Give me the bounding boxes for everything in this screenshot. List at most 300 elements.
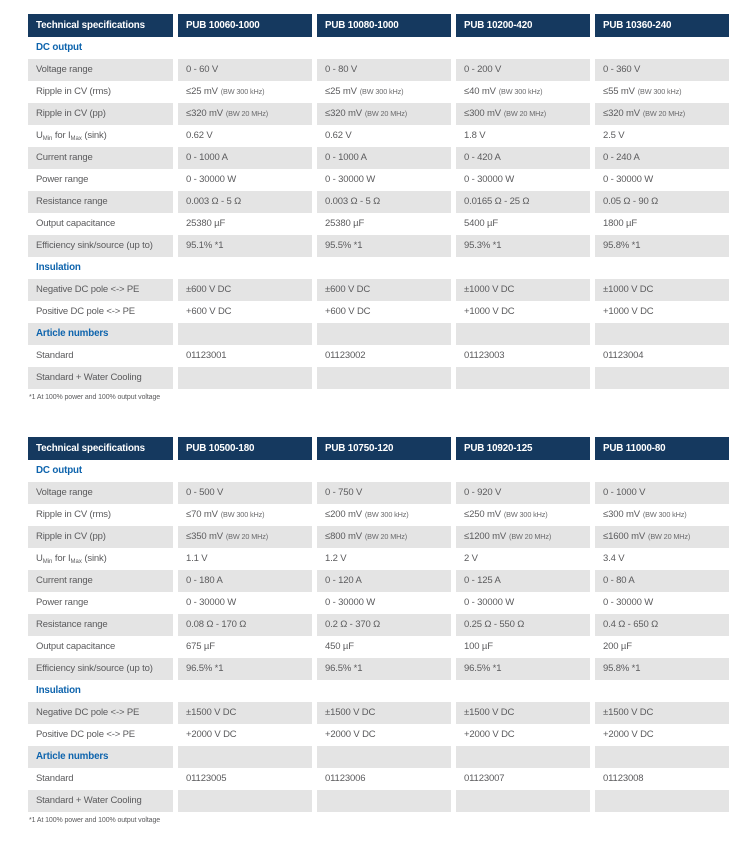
spec-value-cell [595, 103, 729, 125]
spec-value: 95.3% *1 [464, 240, 502, 251]
spec-value-cell [456, 768, 590, 790]
spec-row [28, 658, 729, 680]
row-label: Efficiency sink/source (up to) [28, 235, 173, 257]
spec-value-cell [595, 345, 729, 367]
spec-value: 0 - 30000 W [325, 174, 376, 185]
row-label: Resistance range [28, 191, 173, 213]
spec-row [28, 636, 729, 658]
spec-row [28, 592, 729, 614]
spec-value: 0 - 30000 W [464, 597, 515, 608]
row-label-part: U [36, 130, 43, 141]
spec-value-cell [456, 680, 590, 702]
spec-value-cell [317, 702, 451, 724]
section-row [28, 37, 729, 59]
spec-value-cell [456, 59, 590, 81]
spec-value: ±1500 V DC [464, 707, 515, 718]
spec-value-cell [595, 279, 729, 301]
spec-value: 95.5% *1 [325, 240, 363, 251]
spec-value-cell [595, 460, 729, 482]
row-label: Voltage range [28, 482, 173, 504]
spec-value-cell [317, 59, 451, 81]
spec-value-cell [595, 768, 729, 790]
spec-value-cell [456, 570, 590, 592]
spec-value: 0.4 Ω - 650 Ω [603, 619, 659, 630]
row-label: Standard [28, 345, 173, 367]
row-label-part: (sink) [81, 130, 107, 141]
spec-value: ≤250 mV [464, 509, 501, 520]
table-header-model: PUB 10200-420 [456, 14, 590, 37]
spec-value: ≤1200 mV [464, 531, 507, 542]
spec-row [28, 235, 729, 257]
spec-value: 0 - 920 V [464, 487, 502, 498]
bandwidth-note: (BW 300 kHz) [498, 87, 543, 96]
section-row [28, 323, 729, 345]
row-label: Negative DC pole <-> PE [28, 702, 173, 724]
spec-value: 0 - 360 V [603, 64, 641, 75]
spec-value-cell [317, 323, 451, 345]
spec-value-cell [595, 724, 729, 746]
spec-value-cell [317, 636, 451, 658]
footnote-2: *1 At 100% power and 100% output voltage [29, 817, 161, 824]
row-label: Insulation [28, 257, 173, 279]
spec-row [28, 504, 729, 526]
spec-value: ≤800 mV [325, 531, 362, 542]
spec-value-cell [456, 614, 590, 636]
section-row [28, 257, 729, 279]
spec-value-cell [595, 548, 729, 570]
spec-value: 0 - 1000 A [186, 152, 228, 163]
table-header-model: PUB 10060-1000 [178, 14, 312, 37]
bandwidth-note: (BW 300 kHz) [359, 87, 404, 96]
spec-row [28, 724, 729, 746]
spec-value-cell [317, 768, 451, 790]
spec-value: 3.4 V [603, 553, 625, 564]
spec-value-cell [178, 81, 312, 103]
table-header-row [28, 14, 729, 37]
row-label: Standard + Water Cooling [28, 367, 173, 389]
spec-value: +1000 V DC [603, 306, 654, 317]
table-header-model: PUB 10360-240 [595, 14, 729, 37]
spec-value: ≤25 mV [325, 86, 357, 97]
bandwidth-note: (BW 20 MHz) [364, 109, 408, 118]
section-row [28, 460, 729, 482]
spec-value: 95.8% *1 [603, 240, 641, 251]
row-label: Positive DC pole <-> PE [28, 301, 173, 323]
spec-value: 0 - 30000 W [464, 174, 515, 185]
row-label [28, 125, 173, 147]
spec-value-cell [178, 768, 312, 790]
spec-value: 2 V [464, 553, 478, 564]
spec-value-cell [317, 191, 451, 213]
spec-value-cell [595, 213, 729, 235]
spec-value: 200 µF [603, 641, 632, 652]
row-label: Efficiency sink/source (up to) [28, 658, 173, 680]
spec-value: ±1000 V DC [603, 284, 654, 295]
row-label-part: U [36, 553, 43, 564]
spec-value-cell [456, 790, 590, 812]
spec-value: 0 - 180 A [186, 575, 223, 586]
spec-value-cell [456, 460, 590, 482]
spec-value: 0 - 30000 W [325, 597, 376, 608]
spec-value-cell [456, 147, 590, 169]
bandwidth-note: (BW 300 kHz) [637, 87, 682, 96]
spec-value-cell [178, 746, 312, 768]
row-label: Standard [28, 768, 173, 790]
table-header-title: Technical specifications [28, 437, 173, 460]
bandwidth-note: (BW 20 MHz) [225, 109, 269, 118]
spec-row [28, 125, 729, 147]
spec-value: 0.08 Ω - 170 Ω [186, 619, 247, 630]
spec-value-cell [456, 746, 590, 768]
spec-value: 25380 µF [186, 218, 226, 229]
spec-value-cell [178, 526, 312, 548]
spec-value-cell [178, 724, 312, 746]
row-label: Current range [28, 570, 173, 592]
spec-value-cell [595, 367, 729, 389]
bandwidth-note: (BW 300 kHz) [220, 87, 265, 96]
bandwidth-note: (BW 300 kHz) [503, 510, 548, 519]
row-label: Output capacitance [28, 636, 173, 658]
spec-value-cell [178, 367, 312, 389]
spec-value-cell [595, 570, 729, 592]
spec-value-cell [595, 235, 729, 257]
spec-value: 0 - 420 A [464, 152, 501, 163]
spec-row [28, 768, 729, 790]
spec-value: 96.5% *1 [325, 663, 363, 674]
spec-value-cell [456, 592, 590, 614]
spec-value: +1000 V DC [464, 306, 515, 317]
spec-row [28, 367, 729, 389]
row-label-part: Max [70, 136, 82, 142]
spec-value-cell [456, 526, 590, 548]
spec-value-cell [317, 301, 451, 323]
spec-value-cell [595, 702, 729, 724]
spec-value-cell [178, 614, 312, 636]
spec-value-cell [178, 125, 312, 147]
spec-value-cell [317, 504, 451, 526]
spec-value-cell [178, 103, 312, 125]
table-header-model: PUB 10920-125 [456, 437, 590, 460]
bandwidth-note: (BW 20 MHz) [642, 109, 686, 118]
spec-value: ≤320 mV [186, 108, 223, 119]
spec-value: 0.003 Ω - 5 Ω [186, 196, 242, 207]
spec-value-cell [317, 213, 451, 235]
spec-row [28, 191, 729, 213]
table-header-model: PUB 10500-180 [178, 437, 312, 460]
spec-value: 0.62 V [186, 130, 213, 141]
spec-value: 0 - 125 A [464, 575, 501, 586]
row-label: Insulation [28, 680, 173, 702]
spec-value: 0 - 1000 V [603, 487, 646, 498]
spec-value: 1.1 V [186, 553, 208, 564]
spec-value-cell [595, 658, 729, 680]
spec-value: 100 µF [464, 641, 493, 652]
spec-value-cell [178, 504, 312, 526]
spec-value: 0 - 80 V [325, 64, 358, 75]
row-label-part: for I [52, 553, 71, 564]
spec-row [28, 81, 729, 103]
bandwidth-note: (BW 20 MHz) [364, 532, 408, 541]
spec-value: 1800 µF [603, 218, 637, 229]
spec-value: ±600 V DC [186, 284, 232, 295]
table-header-model: PUB 10750-120 [317, 437, 451, 460]
spec-value-cell [317, 147, 451, 169]
spec-value-cell [178, 345, 312, 367]
table-header-title: Technical specifications [28, 14, 173, 37]
spec-value-cell [317, 125, 451, 147]
bandwidth-note: (BW 20 MHz) [225, 532, 269, 541]
spec-value-cell [456, 724, 590, 746]
spec-value: 0 - 120 A [325, 575, 362, 586]
spec-value-cell [317, 548, 451, 570]
spec-value-cell [178, 680, 312, 702]
spec-value: 0.0165 Ω - 25 Ω [464, 196, 530, 207]
bandwidth-note: (BW 20 MHz) [509, 532, 552, 541]
row-label: Ripple in CV (pp) [28, 526, 173, 548]
spec-value-cell [317, 526, 451, 548]
spec-value: ±1500 V DC [325, 707, 376, 718]
row-label: Power range [28, 592, 173, 614]
spec-value: ±600 V DC [325, 284, 371, 295]
spec-value-cell [456, 125, 590, 147]
row-label-part: (sink) [81, 553, 107, 564]
spec-value-cell [178, 658, 312, 680]
spec-value-cell [595, 614, 729, 636]
spec-value: 01123006 [325, 773, 366, 784]
row-label: Power range [28, 169, 173, 191]
spec-value-cell [456, 636, 590, 658]
spec-value: ≤40 mV [464, 86, 496, 97]
spec-value-cell [595, 636, 729, 658]
bandwidth-note: (BW 20 MHz) [648, 532, 691, 541]
spec-value-cell [317, 81, 451, 103]
table-header-row [28, 437, 729, 460]
spec-table-low-voltage [28, 14, 729, 389]
spec-value-cell [178, 702, 312, 724]
spec-value-cell [178, 235, 312, 257]
spec-value: +2000 V DC [325, 729, 376, 740]
row-label: DC output [28, 37, 173, 59]
spec-value-cell [595, 482, 729, 504]
spec-value: 1.2 V [325, 553, 347, 564]
spec-value-cell [595, 257, 729, 279]
row-label [28, 548, 173, 570]
spec-value-cell [178, 147, 312, 169]
spec-value: +2000 V DC [186, 729, 237, 740]
spec-value: 95.8% *1 [603, 663, 641, 674]
spec-value-cell [178, 257, 312, 279]
spec-value: ±1000 V DC [464, 284, 515, 295]
spec-value: 5400 µF [464, 218, 498, 229]
spec-value: 01123007 [464, 773, 505, 784]
spec-value: 0 - 30000 W [603, 597, 654, 608]
spec-table-block-2 [28, 437, 730, 824]
spec-value-cell [317, 680, 451, 702]
bandwidth-note: (BW 300 kHz) [642, 510, 687, 519]
spec-value: 01123008 [603, 773, 644, 784]
spec-value-cell [178, 37, 312, 59]
spec-row [28, 570, 729, 592]
table-header-model: PUB 10080-1000 [317, 14, 451, 37]
row-label: Voltage range [28, 59, 173, 81]
spec-value-cell [595, 37, 729, 59]
spec-value: ≤55 mV [603, 86, 635, 97]
spec-value: 2.5 V [603, 130, 625, 141]
spec-value-cell [178, 790, 312, 812]
spec-value-cell [595, 301, 729, 323]
spec-value-cell [178, 570, 312, 592]
spec-value-cell [456, 279, 590, 301]
row-label: Output capacitance [28, 213, 173, 235]
spec-value-cell [595, 125, 729, 147]
spec-value: 01123003 [464, 350, 505, 361]
footnote-1: *1 At 100% power and 100% output voltage [29, 394, 161, 401]
spec-row [28, 147, 729, 169]
spec-value: 96.5% *1 [186, 663, 224, 674]
spec-value: 01123002 [325, 350, 366, 361]
spec-value: 0.2 Ω - 370 Ω [325, 619, 381, 630]
spec-value: ±1500 V DC [186, 707, 237, 718]
spec-row [28, 702, 729, 724]
row-label: Article numbers [28, 323, 173, 345]
spec-value-cell [595, 59, 729, 81]
spec-value: +600 V DC [325, 306, 371, 317]
spec-value: 0 - 30000 W [186, 174, 237, 185]
table-header-model: PUB 11000-80 [595, 437, 729, 460]
spec-value-cell [456, 702, 590, 724]
spec-value: 0.05 Ω - 90 Ω [603, 196, 659, 207]
spec-value: ≤25 mV [186, 86, 218, 97]
bandwidth-note: (BW 300 kHz) [220, 510, 265, 519]
spec-value: ≤300 mV [464, 108, 501, 119]
spec-value-cell [178, 279, 312, 301]
row-label-part: Min [42, 559, 53, 565]
spec-table-block-1 [28, 14, 730, 401]
spec-row [28, 548, 729, 570]
spec-value: 01123004 [603, 350, 644, 361]
row-label: Ripple in CV (rms) [28, 81, 173, 103]
spec-value: 0 - 1000 A [325, 152, 367, 163]
spec-value-cell [178, 191, 312, 213]
spec-value-cell [456, 191, 590, 213]
spec-value-cell [317, 724, 451, 746]
spec-value-cell [178, 323, 312, 345]
spec-value-cell [317, 460, 451, 482]
spec-value: ≤350 mV [186, 531, 223, 542]
spec-value-cell [456, 81, 590, 103]
spec-value-cell [595, 592, 729, 614]
spec-value-cell [456, 169, 590, 191]
spec-row [28, 790, 729, 812]
row-label: Current range [28, 147, 173, 169]
row-label: DC output [28, 460, 173, 482]
spec-row [28, 482, 729, 504]
spec-value-cell [178, 636, 312, 658]
spec-value: 0.25 Ω - 550 Ω [464, 619, 525, 630]
spec-value: 01123001 [186, 350, 227, 361]
row-label-part: Min [42, 136, 53, 142]
spec-value: 25380 µF [325, 218, 365, 229]
spec-row [28, 526, 729, 548]
spec-value-cell [317, 257, 451, 279]
spec-value: ≤70 mV [186, 509, 218, 520]
spec-value-cell [317, 235, 451, 257]
spec-row [28, 614, 729, 636]
spec-value: +600 V DC [186, 306, 232, 317]
row-label-part: Max [70, 559, 82, 565]
spec-value: ≤300 mV [603, 509, 640, 520]
spec-table-high-voltage [28, 437, 729, 812]
spec-value-cell [178, 548, 312, 570]
spec-value-cell [456, 213, 590, 235]
spec-value-cell [595, 147, 729, 169]
spec-value-cell [595, 504, 729, 526]
spec-row [28, 345, 729, 367]
spec-value: ≤320 mV [603, 108, 640, 119]
spec-value-cell [317, 570, 451, 592]
spec-value: 0.62 V [325, 130, 352, 141]
spec-value-cell [178, 592, 312, 614]
spec-row [28, 169, 729, 191]
spec-value: 01123005 [186, 773, 227, 784]
spec-value-cell [456, 103, 590, 125]
spec-value-cell [595, 526, 729, 548]
spec-value-cell [456, 367, 590, 389]
spec-value: 0 - 240 A [603, 152, 640, 163]
spec-value: ≤1600 mV [603, 531, 646, 542]
spec-value-cell [456, 482, 590, 504]
spec-value-cell [595, 191, 729, 213]
spec-value-cell [595, 81, 729, 103]
spec-value: +2000 V DC [464, 729, 515, 740]
spec-value-cell [317, 103, 451, 125]
bandwidth-note: (BW 20 MHz) [503, 109, 547, 118]
spec-value: ±1500 V DC [603, 707, 654, 718]
spec-value: ≤200 mV [325, 509, 362, 520]
spec-value-cell [317, 614, 451, 636]
spec-value-cell [595, 746, 729, 768]
spec-value-cell [317, 345, 451, 367]
spec-value-cell [178, 301, 312, 323]
spec-value-cell [317, 367, 451, 389]
row-label: Negative DC pole <-> PE [28, 279, 173, 301]
spec-value: 0 - 80 A [603, 575, 635, 586]
spec-value-cell [317, 658, 451, 680]
spec-value-cell [595, 169, 729, 191]
spec-value-cell [456, 235, 590, 257]
spec-value-cell [178, 482, 312, 504]
spec-value-cell [317, 482, 451, 504]
spec-value-cell [595, 323, 729, 345]
spec-value: 96.5% *1 [464, 663, 502, 674]
spec-value: 0 - 200 V [464, 64, 502, 75]
spec-value-cell [317, 592, 451, 614]
spec-value: 0 - 750 V [325, 487, 363, 498]
spec-value-cell [178, 213, 312, 235]
spec-value-cell [456, 658, 590, 680]
spec-value-cell [456, 323, 590, 345]
spec-row [28, 279, 729, 301]
spec-value-cell [456, 548, 590, 570]
spec-value: +2000 V DC [603, 729, 654, 740]
spec-value-cell [456, 301, 590, 323]
spec-value-cell [317, 37, 451, 59]
spec-row [28, 213, 729, 235]
row-label: Standard + Water Cooling [28, 790, 173, 812]
spec-value-cell [456, 504, 590, 526]
spec-value: 0 - 30000 W [603, 174, 654, 185]
spec-value-cell [317, 169, 451, 191]
